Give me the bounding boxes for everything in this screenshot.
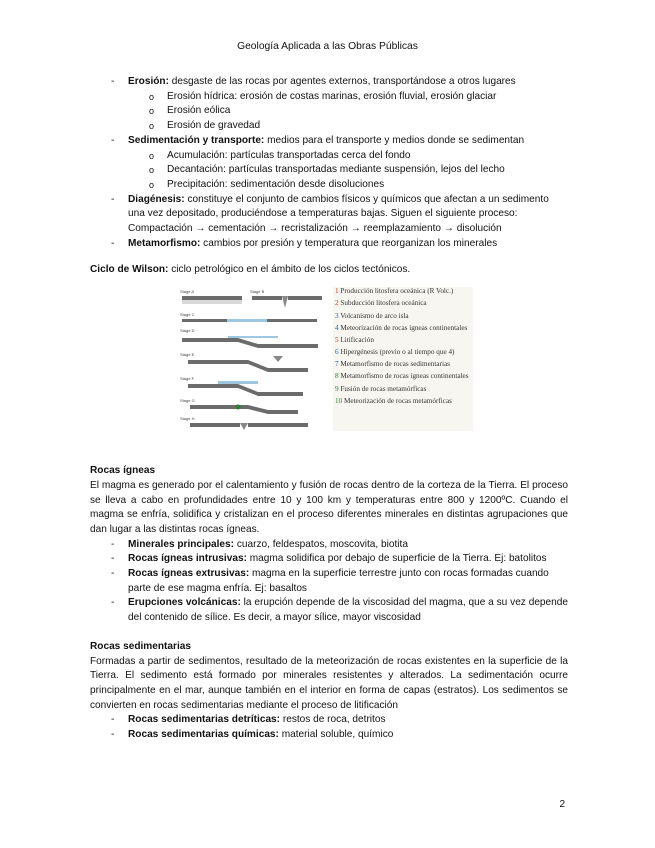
stage-label: Stage A bbox=[180, 289, 195, 295]
legend-item: 5 Litificación bbox=[335, 335, 374, 344]
wilson-label: Ciclo de Wilson: bbox=[90, 264, 169, 276]
wilson-legend bbox=[333, 287, 473, 431]
list-item: - Minerales principales: cuarzo, feldespatos, moscovita, biotita bbox=[90, 538, 568, 553]
section-title: Rocas ígneas bbox=[90, 465, 156, 477]
sub-list bbox=[128, 149, 568, 193]
legend-item: 8 Metamorfismo de rocas ígneas continentales bbox=[335, 372, 469, 381]
item-text: constituye el conjunto de cambios físicos y químicos que afectan a un sedimento una vez depositado, produciéndose a temperaturas bajas. Siguen el siguiente proceso: Compactación → cementación → recristalización → reemplazamiento → disolución bbox=[128, 193, 549, 235]
legend-item: 1 Producción litosfera oceánica (R Volc.) bbox=[335, 287, 454, 296]
section-title: Rocas sedimentarias bbox=[90, 640, 191, 652]
sub-list-item: o Erosión de gravedad bbox=[90, 119, 568, 134]
list-item bbox=[90, 237, 568, 252]
geologic-processes-list bbox=[90, 75, 568, 251]
page-header: Geología Aplicada a las Obras Públicas bbox=[237, 41, 418, 52]
list-item: - Erupciones volcánicas: la erupción depende de la viscosidad del magma, que a su vez depende del contenido de sílice. Es decir, a mayor sílice, mayor viscosidad bbox=[90, 596, 568, 625]
list-item bbox=[90, 134, 568, 193]
igneous-list bbox=[90, 538, 568, 626]
list-item: - Rocas ígneas intrusivas: magma solidifica por debajo de superficie de la Tierra. Ej: batolitos bbox=[90, 552, 568, 567]
list-item bbox=[90, 193, 568, 237]
stage-label: Stage H bbox=[180, 416, 195, 422]
item-label: Metamorfismo: bbox=[128, 237, 201, 249]
sub-list-item: o Acumulación: partículas transportadas cerca del fondo bbox=[90, 149, 568, 164]
legend-item: 6 Hipergénesis (previo o al tiempo que 4) bbox=[335, 348, 455, 357]
wilson-paragraph bbox=[90, 263, 568, 278]
wilson-stages-diagram bbox=[178, 286, 328, 432]
sub-list-item: o Precipitación: sedimentación desde disoluciones bbox=[90, 178, 568, 193]
item-label: Diagénesis: bbox=[128, 193, 185, 205]
section-paragraph: Formadas a partir de sedimentos, resultado de la meteorización de rocas existentes en la superficie de la Tierra. El sedimento está formado por minerales resistentes y alterados. La sedimentación ocurre principalmente en el mar, aunque también en el interior en forma de capas (estratos). Los sedimentos se convierten en rocas sedimentarias mediante el proceso de litificación bbox=[90, 655, 568, 711]
item-label: Sedimentación y transporte: bbox=[128, 134, 265, 146]
item-text: medios para el transporte y medios donde se sedimentan bbox=[264, 134, 525, 146]
stage-label: Stage G bbox=[180, 398, 195, 404]
legend-item: 10 Meteorización de rocas metamórficas bbox=[335, 396, 452, 405]
wilson-text: ciclo petrológico en el ámbito de los ciclos tectónicos. bbox=[168, 264, 411, 276]
sub-list bbox=[128, 90, 568, 134]
item-label: Erosión: bbox=[128, 76, 169, 87]
item-text: desgaste de las rocas por agentes externos, transportándose a otros lugares bbox=[168, 76, 516, 87]
page-number: 2 bbox=[559, 799, 565, 810]
list-item bbox=[90, 75, 568, 134]
igneous-section bbox=[90, 464, 568, 626]
legend-item: 3 Volcanismo de arco isla bbox=[335, 311, 409, 320]
list-item: - Rocas sedimentarias detríticas: restos de roca, detritos bbox=[90, 713, 568, 728]
list-item: - Rocas ígneas extrusivas: magma en la superficie terrestre junto con rocas formadas cuando parte de ese magma enfría. Ej: basaltos bbox=[90, 567, 568, 596]
item-text: cambios por presión y temperatura que reorganizan los minerales bbox=[200, 237, 498, 249]
legend-item: 2 Subducción litosfera oceánica bbox=[335, 299, 427, 308]
stage-label: Stage C bbox=[180, 312, 195, 318]
legend-item: 4 Meteorización de rocas ígneas continentales bbox=[335, 323, 468, 332]
sub-list-item: o Erosión hídrica: erosión de costas marinas, erosión fluvial, erosión glaciar bbox=[90, 90, 568, 105]
page-content bbox=[90, 75, 568, 743]
legend-item: 9 Fusión de rocas metamórficas bbox=[335, 384, 427, 393]
wilson-cycle-figure bbox=[178, 286, 470, 434]
stage-label: Stage F bbox=[180, 376, 195, 382]
sub-list-item: o Erosión eólica bbox=[90, 104, 568, 119]
stage-label: Stage D bbox=[180, 328, 195, 334]
stage-label: Stage B bbox=[250, 289, 265, 295]
list-item: - Rocas sedimentarias químicas: material soluble, químico bbox=[90, 728, 568, 743]
sub-list-item: o Decantación: partículas transportadas mediante suspensión, lejos del lecho bbox=[90, 163, 568, 178]
stage-label: Stage E bbox=[180, 352, 195, 358]
section-paragraph: El magma es generado por el calentamiento y fusión de rocas dentro de la corteza de la Tierra. El proceso se lleva a cabo en profundidades entre 10 y 100 km y temperaturas entre 800 y 1200ºC. Cuando el magma se enfría, solidifica y cristalizan en el proceso diferentes minerales en distintas agrupaciones que dan lugar a las distintas rocas ígneas. bbox=[90, 479, 568, 535]
sedimentary-section bbox=[90, 640, 568, 743]
sedimentary-list bbox=[90, 713, 568, 742]
legend-item: 7 Metamorfismo de rocas sedimentarias bbox=[335, 360, 450, 369]
